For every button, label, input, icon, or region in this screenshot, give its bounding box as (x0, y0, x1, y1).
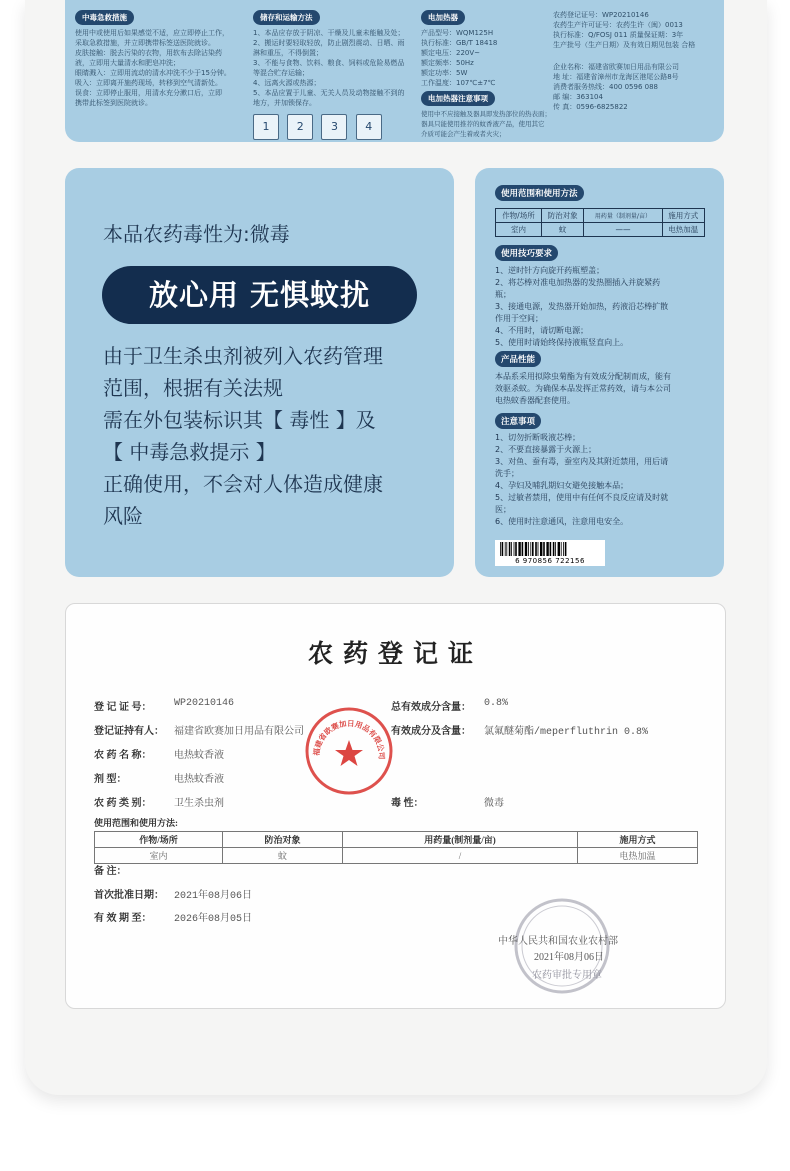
toxicity-label: 毒 性： (391, 798, 424, 809)
cert-table-header: 施用方式 (578, 832, 698, 848)
heater-spec: 产品型号：WQM125H (421, 29, 494, 37)
usage-title: 使用范围和使用方法 (495, 185, 584, 201)
storage-title: 储存和运输方法 (253, 10, 320, 25)
spec-value: 5W (456, 69, 468, 77)
holder-label: 登记证持有人： (94, 726, 164, 737)
tips-list (495, 265, 710, 349)
usage-header: 用药量（制剂量/亩） (584, 209, 662, 223)
cert-table-header: 作物/场所 (95, 832, 223, 848)
spec-value: 107℃±7℃ (456, 79, 496, 87)
first-aid-line: 采取急救措施，并立即携带标签送医院就诊。 (75, 39, 215, 47)
pesticide-name-label: 农 药 名 称： (94, 750, 152, 761)
registration-line: 农药生产许可证号：农药生许（闽）0013 (553, 21, 683, 29)
toxicity-value: 微毒 (484, 799, 504, 810)
remarks-label: 备 注： (94, 866, 127, 877)
spec-value: WQM125H (456, 29, 494, 37)
storage-line: 地方，并加锁保存。 (253, 99, 316, 107)
first-aid-line: 吸入：立即离开施药现场，转移到空气清新处。 (75, 79, 222, 87)
barcode-bar (543, 542, 545, 556)
barcode-bar (565, 542, 567, 556)
cautions-title: 注意事项 (495, 413, 541, 429)
certificate-title: 农药登记证 (307, 641, 483, 668)
toxicity-card (65, 168, 454, 577)
storage-line: 4、远离火源或热源； (253, 79, 321, 87)
barcode-bar (522, 542, 524, 556)
company-line: 企业名称：福建省欧赛加日用品有限公司 (553, 63, 679, 71)
issuer-name: 中华人民共和国农业农村部 (498, 936, 618, 947)
instructions-card (475, 168, 724, 577)
company-line: 地 址：福建省漳州市龙海区港尾公路8号 (553, 73, 679, 81)
usage-header: 施用方式 (662, 209, 705, 223)
valid-until-label: 有 效 期 至： (94, 913, 152, 924)
barcode-bar (532, 542, 534, 556)
tips-line: 3、接通电源，发热器开始加热，药液沿芯棒扩散 (495, 302, 669, 311)
tips-line: 4、不用时，请切断电源； (495, 326, 589, 335)
barcode-number: 6 970856 722156 (515, 557, 585, 565)
total-content-label: 总有效成分含量： (391, 702, 471, 713)
first-aid-line: 误食：立即停止服用，用清水充分漱口后，立即 (75, 89, 222, 97)
heater-note-line: 器具只能使用推荐的蚊香液产品，使用其它 (421, 120, 545, 128)
certificate-usage-table (94, 831, 698, 864)
form-label: 剂 型： (94, 774, 127, 785)
barcode-bar (538, 542, 539, 556)
spec-key: 额定功率 (421, 69, 449, 77)
bottle-step-icon: 1 (253, 114, 279, 140)
first-aid-section (75, 10, 255, 108)
bottle-step-icon: 3 (321, 114, 347, 140)
spec-key: 执行标准 (421, 39, 449, 47)
tips-title: 使用技巧要求 (495, 245, 558, 261)
barcode-bar (550, 542, 552, 556)
tips-line: 瓶； (495, 290, 511, 299)
registration-line: 生产批号（生产日期）及有效日期见包装 合格 (553, 41, 696, 49)
holder-value: 福建省欧赛加日用品有限公司 (174, 727, 304, 738)
heater-spec: 执行标准：GB/T 18418 (421, 39, 498, 47)
barcode-bar (505, 542, 506, 556)
pesticide-name-value: 电热蚊香液 (174, 751, 224, 762)
storage-line: 5、本品应置于儿童、无关人员及动物接触不到的 (253, 89, 405, 97)
usage-cell: —— (584, 223, 662, 237)
heater-spec: 额定功率：5W (421, 69, 468, 77)
heater-note-title: 电加热器注意事项 (421, 91, 495, 106)
barcode-bar (518, 542, 520, 556)
first-aid-line: 眼睛溅入：立即用流动的清水冲洗不少于15分钟。 (75, 69, 231, 77)
performance-line: 效驱杀蚊。为确保本品发挥正常药效，请与本公司 (495, 384, 671, 393)
tips-line: 作用于空间； (495, 314, 543, 323)
usage-table (495, 208, 705, 237)
heater-spec: 额定电压：220V~ (421, 49, 481, 57)
spec-key: 额定频率 (421, 59, 449, 67)
caution-line: 医； (495, 505, 511, 514)
spec-key: 工作温度 (421, 79, 449, 87)
ministry-seal-text: 农药审批专用章 (532, 970, 602, 981)
heater-section (421, 10, 551, 139)
company-line: 邮 编：363104 (553, 93, 603, 101)
barcode-bar (558, 542, 560, 556)
spec-value: 50Hz (456, 59, 474, 67)
usage-cell: 室内 (496, 223, 542, 237)
ingredient-value: 氯氟醚菊酯/meperfluthrin 0.8% (484, 727, 649, 738)
performance-title: 产品性能 (495, 351, 541, 367)
caution-line: 1、切勿折断吸液芯棒； (495, 433, 581, 442)
barcode-bar (511, 542, 512, 556)
valid-until-value: 2026年08月05日 (174, 914, 253, 925)
storage-line: 淋和重压，不得倒置； (253, 49, 323, 57)
heater-spec: 工作温度：107℃±7℃ (421, 79, 496, 87)
caution-line: 3、对鱼、蚕有毒，蚕室内及其附近禁用，用后请 (495, 457, 669, 466)
paragraph-line: 【 中毒急救提示 】 (103, 440, 276, 464)
heater-note-line: 使用中不应接触及器具即发热部位的热表面； (421, 110, 551, 118)
barcode-bar (528, 542, 529, 556)
barcode-bar (509, 542, 511, 556)
barcode-bar (530, 542, 531, 556)
registration-certificate (65, 603, 726, 1009)
usage-label: 使用范围和使用方法: (94, 818, 178, 828)
storage-line: 3、不能与食物、饮料、粮食、饲料或危险易燃品 (253, 59, 405, 67)
performance-line: 电热蚊香器配套使用。 (495, 396, 575, 405)
tips-line: 1、逆时针方向旋开药瓶塑盖； (495, 266, 605, 275)
paragraph-line: 正确使用，不会对人体造成健康 (103, 472, 383, 496)
first-aid-line: 皮肤接触：脱去污染的衣物，用软布去除沾染药 (75, 49, 222, 57)
usage-cell: 蚊 (541, 223, 583, 237)
cert-table-cell: / (343, 848, 578, 864)
barcode-bar (525, 542, 527, 556)
step-icons (253, 114, 413, 140)
barcode (495, 540, 605, 566)
spec-value: 220V~ (456, 49, 481, 57)
barcode-bar (561, 542, 562, 556)
usage-header: 作物/场所 (496, 209, 542, 223)
first-aid-title: 中毒急救措施 (75, 10, 134, 25)
barcode-bar (546, 542, 548, 556)
category-value: 卫生杀虫剂 (174, 799, 224, 810)
first-aid-line: 携带此标签到医院就诊。 (75, 99, 152, 107)
caution-line: 6、使用时注意通风，注意用电安全。 (495, 517, 629, 526)
registration-line: 农药登记证号：WP20210146 (553, 11, 649, 19)
storage-line: 等混合贮存运输； (253, 69, 309, 77)
heater-note-line: 介质可能会产生着或者火灾； (421, 130, 506, 138)
spec-value: GB/T 18418 (456, 39, 498, 47)
barcode-bar (515, 542, 517, 556)
paragraph-line: 范围，根据有关法规 (103, 376, 283, 400)
slogan-banner: 放心用 无惧蚊扰 (102, 266, 417, 324)
barcode-bar (506, 542, 507, 556)
ingredient-label: 有效成分及含量： (391, 726, 471, 737)
performance-text (495, 371, 710, 407)
tips-line: 2、将芯棒对准电加热器的发热圈插入并旋紧药 (495, 278, 661, 287)
company-seal-icon (304, 706, 394, 796)
spec-key: 额定电压 (421, 49, 449, 57)
barcode-bar (514, 542, 515, 556)
caution-line: 2、不要直接暴露于火源上； (495, 445, 597, 454)
storage-section (253, 10, 413, 140)
registration-section (553, 10, 718, 112)
category-label: 农 药 类 别： (94, 798, 152, 809)
seal-text: 福建省欧赛加日用品有限公司 (311, 718, 387, 760)
barcode-bars (499, 542, 601, 556)
cert-table-cell: 蚊 (223, 848, 343, 864)
regulation-paragraph (103, 340, 443, 532)
caution-line: 洗手； (495, 469, 519, 478)
usage-header: 防治对象 (541, 209, 583, 223)
label-strip (65, 0, 724, 142)
bottle-step-icon: 2 (287, 114, 313, 140)
spec-key: 产品型号 (421, 29, 449, 37)
barcode-bar (500, 542, 501, 556)
first-aid-line: 使用中或使用后如果感觉不适，应立即停止工作， (75, 29, 229, 37)
barcode-bar (555, 542, 556, 556)
first-approval-label: 首次批准日期： (94, 890, 164, 901)
storage-line: 2、搬运时要轻取轻放，防止剧烈震动、日晒、雨 (253, 39, 405, 47)
first-aid-line: 液，立即用大量清水和肥皂冲洗； (75, 59, 180, 67)
barcode-bar (540, 542, 542, 556)
barcode-bar (535, 542, 537, 556)
toxicity-statement: 本品农药毒性为:微毒 (103, 222, 290, 246)
registration-line: 执行标准：Q/FOSJ 011 质量保证期：3年 (553, 31, 684, 39)
total-content-value: 0.8% (484, 698, 509, 709)
heater-spec: 额定频率：50Hz (421, 59, 474, 67)
usage-cell: 电热加温 (662, 223, 705, 237)
form-value: 电热蚊香液 (174, 775, 224, 786)
paragraph-line: 需在外包装标识其【 毒性 】及 (103, 408, 376, 432)
paragraph-line: 风险 (103, 504, 143, 528)
cert-table-header: 用药量(制剂量/亩) (343, 832, 578, 848)
issue-date: 2021年08月06日 (534, 952, 604, 963)
cert-table-cell: 室内 (95, 848, 223, 864)
barcode-bar (502, 542, 504, 556)
storage-line: 1、本品应存放于阴凉、干燥及儿童未能触及处； (253, 29, 405, 37)
bottle-step-icon: 4 (356, 114, 382, 140)
performance-line: 本品系采用拟除虫菊酯为有效成分配制而成，能有 (495, 372, 671, 381)
caution-line: 4、孕妇及哺乳期妇女避免接触本品； (495, 481, 629, 490)
reg-no-label: 登 记 证 号： (94, 702, 152, 713)
cautions-list (495, 432, 710, 528)
first-approval-value: 2021年08月06日 (174, 891, 253, 902)
cert-table-header: 防治对象 (223, 832, 343, 848)
barcode-bar (563, 542, 564, 556)
cert-table-cell: 电热加温 (578, 848, 698, 864)
tips-line: 5、使用时请始终保持液瓶竖直向上。 (495, 338, 629, 347)
caution-line: 5、过敏者禁用，使用中有任何不良反应请及时就 (495, 493, 669, 502)
paragraph-line: 由于卫生杀虫剂被列入农药管理 (103, 344, 383, 368)
company-line: 传 真：0596-6825822 (553, 103, 628, 111)
reg-no-value: WP20210146 (174, 698, 235, 709)
barcode-bar (553, 542, 555, 556)
company-line: 消费者服务热线：400 0596 088 (553, 83, 658, 91)
heater-title: 电加热器 (421, 10, 465, 25)
